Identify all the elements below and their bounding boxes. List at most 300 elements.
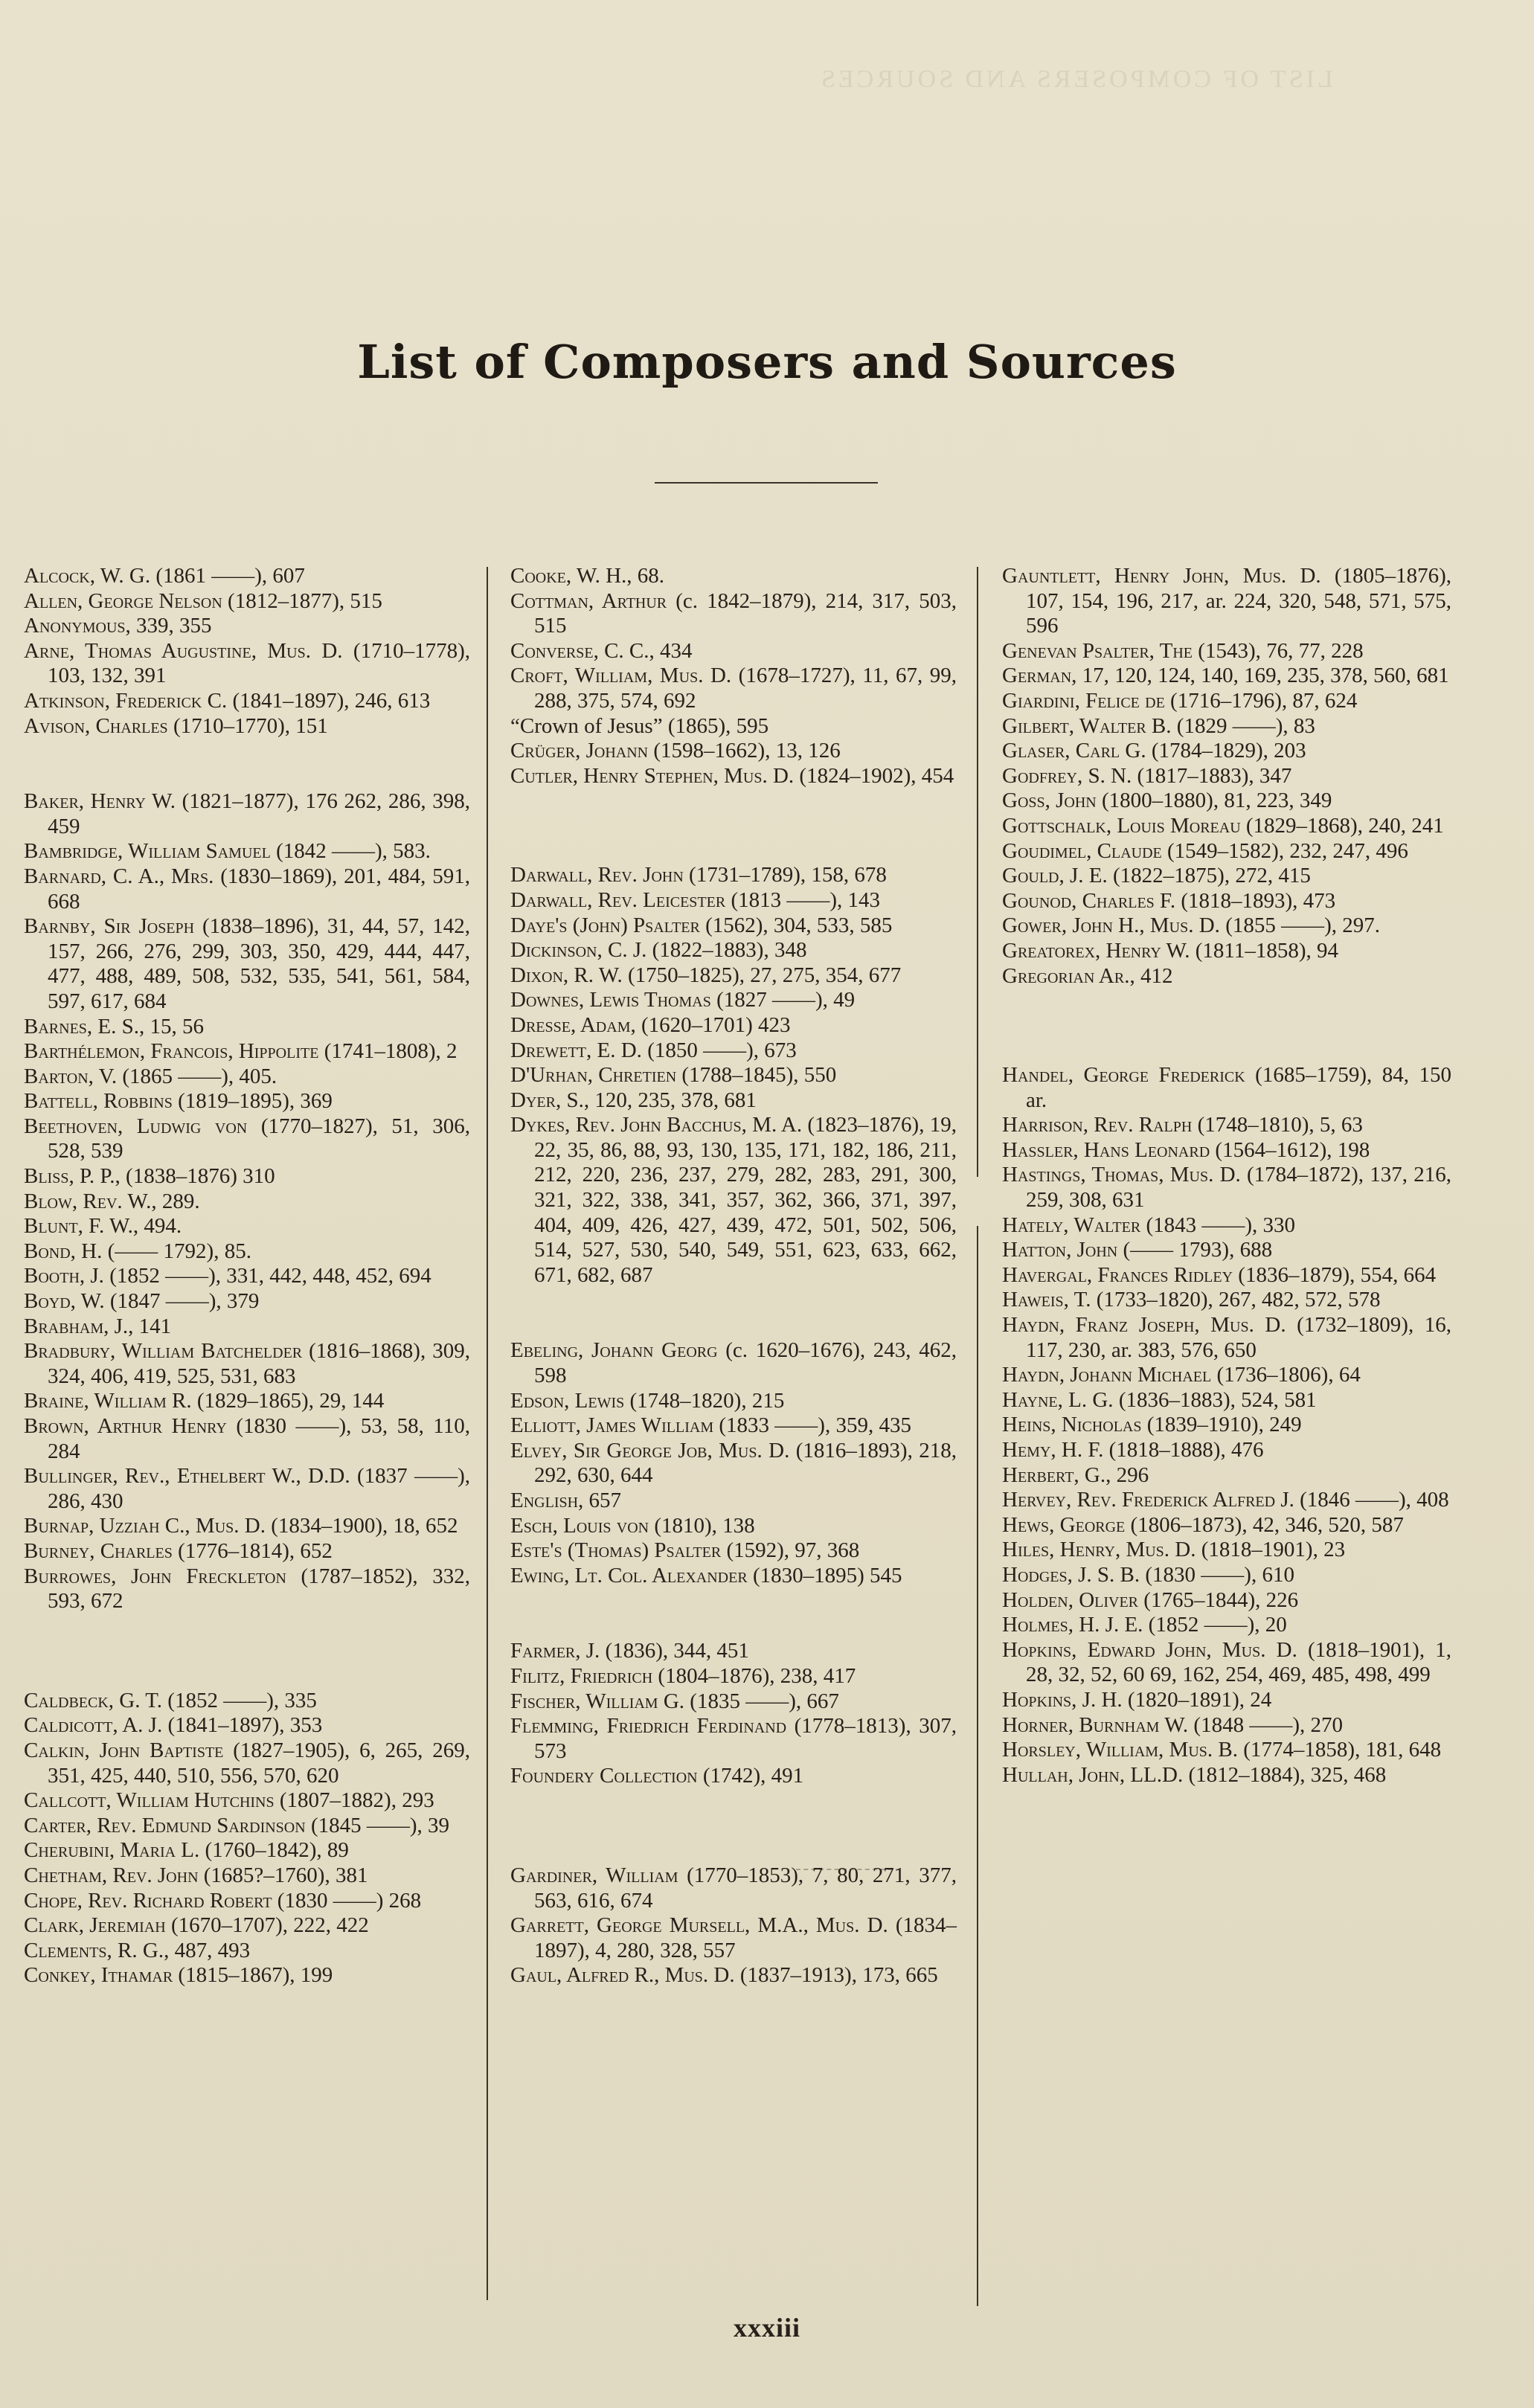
- index-entry: [1002, 689, 1451, 714]
- entry-references: 494.: [138, 1214, 182, 1239]
- entry-name: Dixon, R. W.: [510, 963, 623, 987]
- entry-references: (1818–1901), 1, 28, 32, 52, 60 69, 162, 254, 469, 485, 498, 499: [1026, 1637, 1451, 1687]
- entry-references: (1736–1806), 64: [1211, 1363, 1361, 1387]
- index-entry: [510, 938, 957, 963]
- entry-name: Caldbeck, G. T.: [24, 1688, 163, 1712]
- entry-references: (1836–1883), 524, 581: [1113, 1387, 1317, 1412]
- entry-references: (1852 ——), 20: [1143, 1613, 1287, 1637]
- entry-name: Dresse, Adam,: [510, 1012, 636, 1037]
- entry-references: (1805–1876), 107, 154, 196, 217, ar. 224, 320, 548, 571, 575, 596: [1026, 564, 1451, 638]
- entry-name: Hately, Walter: [1002, 1213, 1141, 1237]
- index-entry: [510, 1038, 957, 1064]
- bleed-through-text: LIST OF COMPOSERS AND SOURCES: [818, 65, 1333, 93]
- entry-name: Burrowes, John Freckleton: [24, 1564, 286, 1588]
- index-entry: [24, 1788, 470, 1814]
- entry-name: Gauntlett, Henry John, Mus. D.: [1002, 564, 1321, 588]
- entry-references: (1827–1905), 6, 265, 269, 351, 425, 440, 510, 556, 570, 620: [48, 1738, 470, 1788]
- entry-name: Alcock, W. G.: [24, 564, 151, 588]
- entry-name: Downes, Lewis Thomas: [510, 988, 711, 1012]
- index-entry: [1002, 1713, 1451, 1738]
- index-entry: [1002, 914, 1451, 939]
- index-entry: [24, 1289, 470, 1314]
- entry-name: Barton, V.: [24, 1064, 118, 1088]
- index-entry: [1002, 1063, 1451, 1113]
- entry-name: Beethoven, Ludwig von: [24, 1114, 248, 1138]
- entry-references: (1765–1844), 226: [1138, 1587, 1299, 1612]
- entry-name: Elvey, Sir George Job, Mus. D.: [510, 1438, 790, 1463]
- entry-references: (1845 ——), 39: [305, 1813, 450, 1837]
- entry-references: (1865 ——), 405.: [117, 1064, 277, 1088]
- entry-name: Greatorex, Henry W.: [1002, 938, 1190, 963]
- entry-name: Barnard, C. A., Mrs.: [24, 864, 214, 888]
- entry-name: Hayne, L. G.: [1002, 1387, 1114, 1412]
- entry-references: (1842 ——), 583.: [270, 839, 431, 864]
- entry-references: (1685?–1760), 381: [198, 1863, 368, 1887]
- entry-references: 657: [583, 1489, 622, 1512]
- index-entry: [1002, 1763, 1451, 1788]
- entry-name: Este's (Thomas) Psalter: [510, 1538, 722, 1563]
- entry-references: (1770–1827), 51, 306, 528, 539: [48, 1114, 470, 1163]
- entry-references: (1855 ——), 297.: [1219, 914, 1381, 938]
- entry-references: (1787–1852), 332, 593, 672: [48, 1564, 470, 1614]
- entry-references: 289.: [156, 1189, 200, 1213]
- section-gap: [1002, 989, 1451, 1063]
- entry-name: Chetham, Rev. John: [24, 1863, 199, 1887]
- index-entry: [1002, 1613, 1451, 1638]
- index-entry: [510, 1913, 957, 1963]
- entry-references: (1804–1876), 238, 417: [652, 1663, 856, 1688]
- entry-name: Hodges, J. S. B.: [1002, 1562, 1140, 1587]
- index-entry: [24, 1863, 470, 1889]
- entry-name: Gottschalk, Louis Moreau: [1002, 813, 1241, 838]
- index-entry: [24, 1939, 470, 1964]
- index-entry: [1002, 639, 1451, 664]
- entry-name: Caldicott, A. J.: [24, 1713, 163, 1738]
- entry-references: (1562), 304, 533, 585: [699, 913, 893, 937]
- entry-references: (1839–1910), 249: [1141, 1413, 1302, 1437]
- entry-references: (1816–1868), 309, 324, 406, 419, 525, 531, 683: [48, 1339, 470, 1388]
- entry-references: (1829–1865), 29, 144: [191, 1389, 385, 1413]
- entry-name: Cottman, Arthur: [510, 588, 667, 613]
- entry-references: (1837–1913), 173, 665: [734, 1963, 938, 1988]
- index-entry: [24, 1963, 470, 1988]
- entry-name: Gregorian Ar.,: [1002, 963, 1135, 988]
- entry-references: (1818–1888), 476: [1103, 1438, 1264, 1462]
- entry-name: Calkin, John Baptiste: [24, 1738, 224, 1762]
- index-entry: [24, 1164, 470, 1189]
- entry-name: Holden, Oliver: [1002, 1587, 1139, 1612]
- entry-references: (1833 ——), 359, 435: [713, 1413, 911, 1438]
- column-divider-2-lower: [977, 1226, 978, 2306]
- index-entry: [24, 1114, 470, 1164]
- entry-references: (—— 1793), 688: [1117, 1238, 1273, 1262]
- entry-name: Barthélemon, Francois, Hippolite: [24, 1039, 319, 1064]
- index-entry: [24, 1264, 470, 1289]
- index-entry: [24, 614, 470, 639]
- entry-references: (1841–1897), 246, 613: [227, 688, 431, 713]
- index-entry: [1002, 764, 1451, 789]
- entry-references: (1850 ——), 673: [641, 1038, 797, 1062]
- entry-name: Esch, Louis von: [510, 1513, 649, 1538]
- section-gap: [510, 1288, 957, 1338]
- entry-name: Daye's (John) Psalter: [510, 913, 700, 937]
- index-entry: [1002, 1738, 1451, 1763]
- entry-references: (1824–1902), 454: [794, 763, 954, 788]
- entry-name: Haweis, T.: [1002, 1288, 1091, 1312]
- entry-references: (1829 ——), 83: [1171, 713, 1315, 738]
- entry-name: Blunt, F. W.,: [24, 1214, 139, 1239]
- entry-references: (1733–1820), 267, 482, 572, 578: [1091, 1288, 1381, 1312]
- entry-name: Gower, John H., Mus. D.: [1002, 914, 1220, 938]
- entry-name: Dykes, Rev. John Bacchus, M. A.: [510, 1113, 803, 1137]
- entry-name: Booth, J.: [24, 1264, 104, 1288]
- entry-name: Allen, George Nelson: [24, 588, 222, 613]
- index-entry: [24, 589, 470, 614]
- entry-references: (1812–1884), 325, 468: [1183, 1762, 1387, 1787]
- entry-references: (1822–1875), 272, 415: [1107, 864, 1311, 888]
- index-entry: [24, 1564, 470, 1614]
- entry-references: (1847 ——), 379: [104, 1289, 260, 1314]
- entry-name: Dickinson, C. J.: [510, 938, 647, 963]
- index-entry: [24, 1889, 470, 1914]
- index-entry: [1002, 1288, 1451, 1313]
- index-entry: [510, 714, 957, 739]
- index-entry: [24, 1913, 470, 1939]
- index-entry: [510, 1338, 957, 1388]
- entry-name: Cherubini, Maria L.: [24, 1838, 200, 1863]
- index-entry: [1002, 1688, 1451, 1713]
- entry-name: Gounod, Charles F.: [1002, 888, 1176, 913]
- index-entry: [24, 689, 470, 714]
- entry-references: (1830–1869), 201, 484, 591, 668: [48, 864, 470, 914]
- entry-references: (1835 ——), 667: [684, 1689, 839, 1713]
- index-entry: [24, 1738, 470, 1788]
- entry-name: Converse, C. C.,: [510, 638, 655, 663]
- index-entry: [510, 988, 957, 1013]
- entry-references: (1710–1778), 103, 132, 391: [48, 638, 470, 688]
- entry-name: Anonymous,: [24, 614, 131, 638]
- entry-references: (1838–1876) 310: [120, 1164, 275, 1189]
- entry-name: Farmer, J.: [510, 1639, 600, 1663]
- entry-name: Darwall, Rev. John: [510, 863, 684, 887]
- index-entry: [1002, 739, 1451, 764]
- entry-name: Braine, William R.: [24, 1389, 192, 1413]
- index-entry: [510, 589, 957, 639]
- entry-references: (1812–1877), 515: [222, 588, 382, 613]
- column-divider-2-upper: [977, 567, 978, 1177]
- entry-name: Edson, Lewis: [510, 1388, 625, 1413]
- index-entry: [1002, 1163, 1451, 1213]
- entry-name: Ewing, Lt. Col. Alexander: [510, 1563, 748, 1587]
- index-entry: [1002, 1113, 1451, 1138]
- entry-references: 17, 120, 124, 140, 169, 235, 378, 560, 681: [1076, 664, 1449, 688]
- entry-references: (1784–1829), 203: [1146, 739, 1306, 763]
- entry-references: (1829–1868), 240, 241: [1240, 813, 1444, 838]
- entry-name: Callcott, William Hutchins: [24, 1788, 275, 1813]
- index-entry: [24, 1015, 470, 1040]
- entry-references: (1816–1893), 218, 292, 630, 644: [534, 1438, 957, 1488]
- entry-references: (1836–1879), 554, 664: [1233, 1262, 1437, 1287]
- entry-name: Clements, R. G.,: [24, 1938, 170, 1962]
- index-entry: [1002, 889, 1451, 914]
- entry-references: (1800–1880), 81, 223, 349: [1096, 789, 1332, 813]
- section-gap: [24, 1614, 470, 1689]
- entry-name: Horner, Burnham W.: [1002, 1712, 1189, 1737]
- entry-references: (1821–1877), 176 262, 286, 398, 459: [48, 789, 470, 838]
- index-entry: [24, 1389, 470, 1414]
- entry-references: (c. 1842–1879), 214, 317, 503, 515: [534, 588, 957, 638]
- entry-references: (1788–1845), 550: [676, 1063, 837, 1088]
- column-divider-1: [487, 567, 488, 2300]
- entry-references: (1836), 344, 451: [600, 1639, 749, 1663]
- entry-references: (1710–1770), 151: [167, 713, 328, 738]
- index-entry: [510, 564, 957, 589]
- entry-name: Goudimel, Claude: [1002, 838, 1162, 863]
- entry-references: (1543), 76, 77, 228: [1193, 638, 1364, 663]
- index-entry: [24, 714, 470, 739]
- entry-references: (1592), 97, 368: [721, 1538, 860, 1563]
- entry-references: (1830 ——), 610: [1140, 1562, 1294, 1587]
- entry-references: (1830 ——), 53, 58, 110, 284: [48, 1414, 470, 1463]
- entry-references: (1815–1867), 199: [173, 1963, 333, 1988]
- index-entry: [1002, 864, 1451, 889]
- index-entry: [1002, 789, 1451, 814]
- index-entry: [510, 1664, 957, 1689]
- index-entry: [510, 1639, 957, 1664]
- index-entry: [1002, 1413, 1451, 1438]
- entry-references: (1817–1883), 347: [1132, 763, 1292, 788]
- entry-name: Handel, George Frederick: [1002, 1063, 1245, 1088]
- index-entry: [24, 864, 470, 914]
- index-entry: [510, 1564, 957, 1589]
- index-entry: [24, 1065, 470, 1090]
- index-entry: [510, 1714, 957, 1764]
- entry-references: 141: [133, 1314, 172, 1338]
- index-entry: [24, 1414, 470, 1464]
- entry-name: Hervey, Rev. Frederick Alfred J.: [1002, 1488, 1294, 1512]
- entry-name: Burney, Charles: [24, 1538, 173, 1563]
- entry-references: (1834–1897), 4, 280, 328, 557: [534, 1913, 957, 1962]
- index-entry: [510, 963, 957, 989]
- index-entry: [1002, 1638, 1451, 1688]
- index-entry: [510, 1088, 957, 1114]
- index-entry: [24, 639, 470, 689]
- entry-references: (1818–1901), 23: [1196, 1538, 1346, 1562]
- entry-name: Hullah, John, LL.D.: [1002, 1762, 1184, 1787]
- entry-references: (1813 ——), 143: [725, 887, 881, 912]
- entry-references: (1778–1813), 307, 573: [534, 1714, 957, 1763]
- index-entry: [1002, 1388, 1451, 1413]
- entry-name: Conkey, Ithamar: [24, 1963, 173, 1988]
- entry-references: (1774–1858), 181, 648: [1238, 1738, 1442, 1762]
- entry-name: Barnby, Sir Joseph: [24, 914, 195, 939]
- entry-references: (1760–1842), 89: [199, 1838, 349, 1863]
- index-entry: [24, 914, 470, 1014]
- index-entry: [24, 1214, 470, 1239]
- entry-references: (1834–1900), 18, 652: [265, 1514, 458, 1538]
- entry-name: Havergal, Frances Ridley: [1002, 1262, 1233, 1287]
- index-entry: [510, 1863, 957, 1913]
- entry-references: 15, 56: [144, 1014, 205, 1038]
- entry-name: D'Urhan, Chretien: [510, 1063, 677, 1088]
- entry-references: (1841–1897), 353: [162, 1713, 323, 1738]
- entry-name: Hiles, Henry, Mus. D.: [1002, 1538, 1196, 1562]
- entry-name: Garrett, George Mursell, M.A., Mus. D.: [510, 1913, 888, 1938]
- entry-name: Crüger, Johann: [510, 739, 649, 763]
- index-entry: [24, 1189, 470, 1215]
- entry-references: (1731–1789), 158, 678: [683, 863, 887, 887]
- index-entry: [24, 1689, 470, 1714]
- index-entry: [510, 1489, 957, 1514]
- entry-name: Flemming, Friedrich Ferdinand: [510, 1714, 787, 1738]
- entry-references: (1807–1882), 293: [274, 1788, 434, 1813]
- entry-name: Godfrey, S. N.: [1002, 763, 1132, 788]
- index-entry: [1002, 714, 1451, 739]
- entry-name: Battell, Robbins: [24, 1089, 173, 1114]
- entry-name: Croft, William, Mus. D.: [510, 664, 732, 688]
- entry-references: (1811–1858), 94: [1190, 938, 1338, 963]
- entry-references: 412: [1135, 963, 1173, 988]
- index-entry: [510, 1013, 957, 1038]
- entry-references: (c. 1620–1676), 243, 462, 598: [534, 1338, 957, 1388]
- index-entry: [1002, 1438, 1451, 1463]
- index-entry: [510, 1413, 957, 1439]
- index-entry: [24, 1464, 470, 1514]
- index-entry: [510, 739, 957, 764]
- section-gap: [510, 1588, 957, 1639]
- entry-name: Holmes, H. J. E.: [1002, 1613, 1143, 1637]
- index-entry: [24, 839, 470, 864]
- entry-references: (1820–1891), 24: [1122, 1687, 1272, 1712]
- index-entry: [510, 1514, 957, 1539]
- entry-name: Goss, John: [1002, 789, 1097, 813]
- entry-name: Hastings, Thomas, Mus. D.: [1002, 1163, 1241, 1187]
- entry-references: (1716–1796), 87, 624: [1164, 688, 1358, 713]
- index-entry: [510, 664, 957, 713]
- index-entry: [24, 1814, 470, 1839]
- entry-references: (1848 ——), 270: [1188, 1712, 1343, 1737]
- entry-name: Bullinger, Rev., Ethelbert W., D.D.: [24, 1464, 350, 1489]
- entry-name: Gaul, Alfred R., Mus. D.: [510, 1963, 735, 1988]
- title-rule: [655, 482, 878, 484]
- entry-name: Baker, Henry W.: [24, 789, 176, 814]
- index-entry: [510, 639, 957, 664]
- entry-references: (1819–1895), 369: [172, 1089, 333, 1114]
- entry-name: Haydn, Franz Joseph, Mus. D.: [1002, 1313, 1286, 1338]
- index-entry: [24, 1539, 470, 1564]
- index-entry: [24, 1713, 470, 1738]
- index-column-1: [24, 564, 470, 1988]
- page-title: List of Composers and Sources: [357, 335, 1177, 389]
- entry-name: Boyd, W.: [24, 1289, 105, 1314]
- index-entry: [510, 1538, 957, 1564]
- entry-name: Filitz, Friedrich: [510, 1663, 653, 1688]
- entry-references: 339, 355: [130, 614, 212, 638]
- index-entry: [1002, 1263, 1451, 1288]
- entry-name: Ebeling, Johann Georg: [510, 1338, 718, 1363]
- entry-name: Bond, H.: [24, 1239, 103, 1263]
- entry-name: Clark, Jeremiah: [24, 1913, 166, 1938]
- entry-name: Heins, Nicholas: [1002, 1413, 1142, 1437]
- entry-references: 120, 235, 378, 681: [589, 1088, 757, 1112]
- entry-references: (1549–1582), 232, 247, 496: [1161, 838, 1408, 863]
- index-column-3: [1002, 564, 1451, 1788]
- index-entry: [1002, 939, 1451, 964]
- section-gap: [510, 789, 957, 863]
- entry-name: Hatton, John: [1002, 1238, 1118, 1262]
- index-entry: [1002, 1513, 1451, 1538]
- entry-references: 434: [654, 638, 693, 663]
- entry-name: Avison, Charles: [24, 713, 168, 738]
- index-entry: [1002, 1488, 1451, 1513]
- entry-name: English,: [510, 1489, 584, 1512]
- index-entry: [510, 1063, 957, 1088]
- entry-name: Hews, George: [1002, 1512, 1126, 1537]
- entry-name: Bradbury, William Batchelder: [24, 1339, 303, 1364]
- entry-references: (1837 ——), 286, 430: [48, 1464, 470, 1513]
- entry-references: (1742), 491: [697, 1764, 804, 1788]
- entry-references: (1830 ——) 268: [272, 1888, 422, 1913]
- index-entry: [1002, 1238, 1451, 1263]
- entry-references: (1620–1701) 423: [635, 1012, 791, 1037]
- index-entry: [1002, 1538, 1451, 1563]
- index-entry: [1002, 964, 1451, 989]
- entry-name: Gilbert, Walter B.: [1002, 713, 1172, 738]
- index-entry: [1002, 664, 1451, 689]
- index-entry: [1002, 814, 1451, 839]
- entry-references: (1598–1662), 13, 126: [648, 739, 841, 763]
- entry-name: Hopkins, Edward John, Mus. D.: [1002, 1637, 1297, 1662]
- index-entry: [24, 789, 470, 839]
- page-number: xxxiii: [733, 2313, 800, 2343]
- entry-name: Drewett, E. D.: [510, 1038, 642, 1062]
- entry-name: Foundery Collection: [510, 1764, 698, 1788]
- entry-references: (1748–1820), 215: [624, 1388, 785, 1413]
- entry-references: (1838–1896), 31, 44, 57, 142, 157, 266, 276, 299, 303, 350, 429, 444, 447, 477, 488, 489, 508, 532, 535, 541, 561, 584, 597, 617, 684: [48, 914, 470, 1013]
- index-entry: [1002, 1213, 1451, 1239]
- entry-references: 296: [1111, 1463, 1149, 1487]
- entry-name: Cutler, Henry Stephen, Mus. D.: [510, 763, 795, 788]
- index-entry: [510, 1689, 957, 1715]
- entry-references: (1776–1814), 652: [172, 1538, 333, 1563]
- entry-references: (1748–1810), 5, 63: [1192, 1113, 1363, 1137]
- entry-references: (1784–1872), 137, 216, 259, 308, 631: [1026, 1163, 1451, 1213]
- entry-references: (1741–1808), 2: [318, 1039, 458, 1064]
- entry-references: “Crown of Jesus” (1865), 595: [510, 713, 769, 738]
- entry-name: Haydn, Johann Michael: [1002, 1363, 1212, 1387]
- index-entry: [510, 764, 957, 789]
- entry-references: (1843 ——), 330: [1140, 1213, 1296, 1237]
- index-entry: [510, 914, 957, 939]
- entry-name: Darwall, Rev. Leicester: [510, 887, 726, 912]
- index-entry: [1002, 1563, 1451, 1588]
- entry-name: Elliott, James William: [510, 1413, 714, 1438]
- section-gap: [510, 1789, 957, 1863]
- entry-name: Brown, Arthur Henry: [24, 1414, 227, 1438]
- entry-name: Giardini, Felice de: [1002, 688, 1165, 713]
- entry-references: (1852 ——), 335: [162, 1688, 317, 1712]
- entry-name: Hopkins, J. H.: [1002, 1687, 1123, 1712]
- index-entry: [510, 1113, 957, 1288]
- index-entry: [1002, 1463, 1451, 1489]
- entry-name: Glaser, Carl G.: [1002, 739, 1146, 763]
- entry-name: Chope, Rev. Richard Robert: [24, 1888, 272, 1913]
- entry-name: Arne, Thomas Augustine, Mus. D.: [24, 638, 343, 663]
- index-entry: [1002, 1138, 1451, 1163]
- index-entry: [24, 1239, 470, 1265]
- index-entry: [24, 1089, 470, 1114]
- entry-references: (1770–1853), 7, 80, 271, 377, 563, 616, 674: [534, 1863, 957, 1913]
